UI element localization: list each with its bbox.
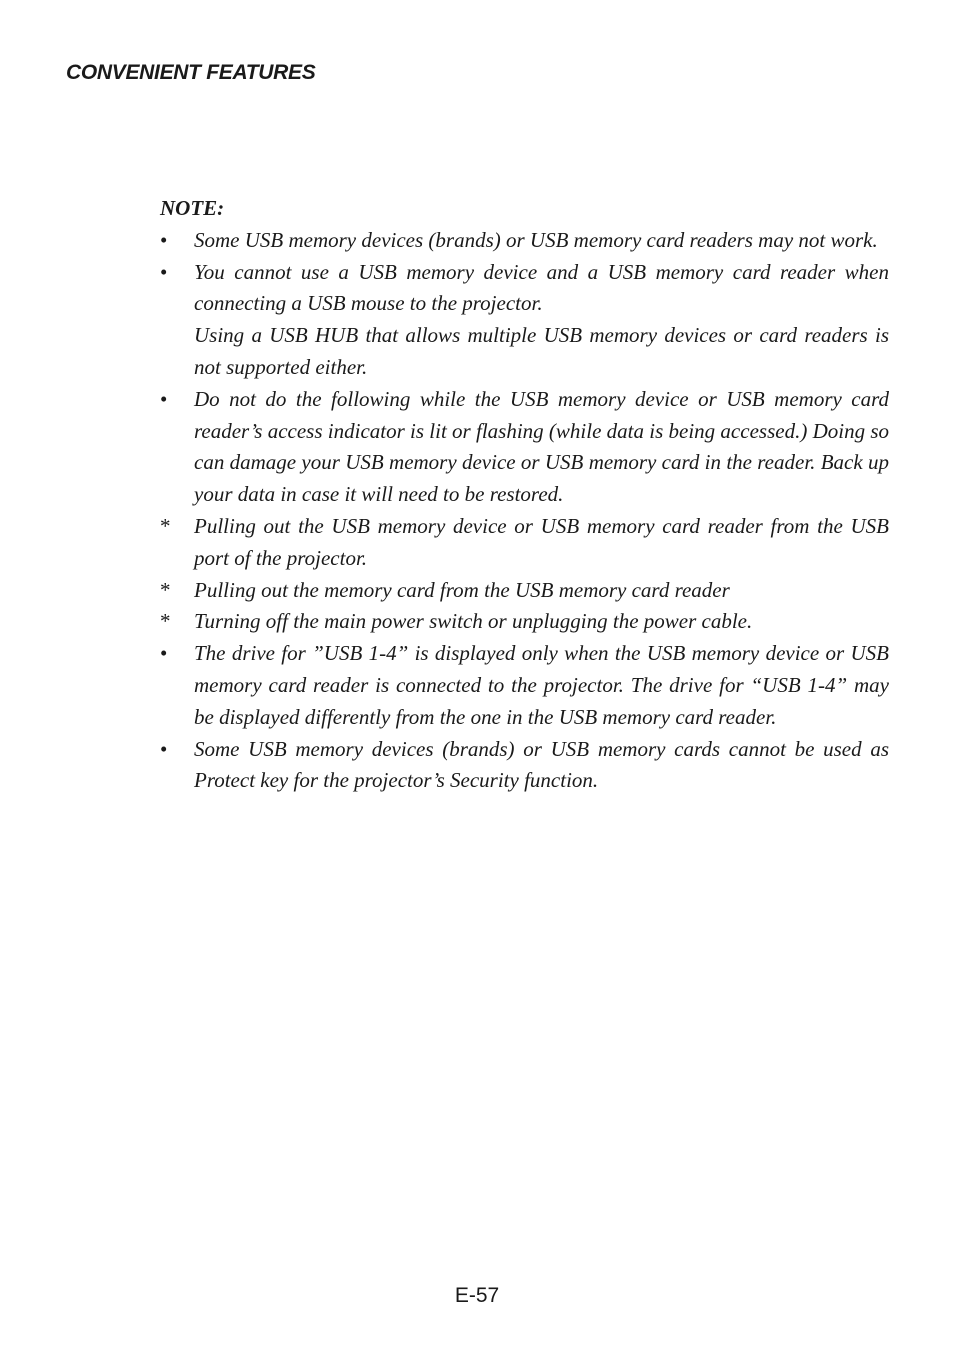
note-subitem (160, 575, 889, 607)
asterisk-marker: * (160, 513, 171, 538)
note-subitem (160, 511, 889, 575)
note-list (160, 225, 889, 797)
note-text: Some USB memory devices (brands) or USB memory cards cannot be used as Protect key for the projector’s Security function. (194, 736, 889, 793)
note-heading: NOTE: (160, 196, 225, 220)
note-item (160, 257, 889, 384)
note-text: Some USB memory devices (brands) or USB memory card readers may not work. (194, 227, 878, 252)
note-item (160, 384, 889, 511)
note-text: Pulling out the USB memory device or USB memory card reader from the USB port of the projector. (194, 513, 889, 570)
note-subitem (160, 606, 889, 638)
note-block (160, 193, 889, 797)
bullet-marker: • (160, 641, 168, 666)
page-number: E-57 (454, 1284, 500, 1307)
bullet-marker: • (160, 259, 168, 284)
bullet-marker: • (160, 227, 168, 252)
bullet-marker: • (160, 736, 168, 761)
note-text: Pulling out the memory card from the USB memory card reader (194, 577, 730, 602)
asterisk-marker: * (160, 577, 171, 602)
note-item (160, 225, 889, 257)
note-text: The drive for ”USB 1-4” is displayed only when the USB memory device or USB memory card reader is connected to the projector. The drive for “USB 1-4” may be displayed differently from the one in the USB memory card reader. (194, 641, 889, 729)
note-item (160, 638, 889, 733)
asterisk-marker: * (160, 609, 171, 634)
note-item (160, 734, 889, 798)
note-text: Do not do the following while the USB memory device or USB memory card reader’s access indicator is lit or flashing (while data is being accessed.) Doing so can damage your USB memory device or USB memory card in the reader. Back up your data in case it will need to be restored. (194, 386, 889, 507)
note-text: Turning off the main power switch or unplugging the power cable. (194, 609, 753, 634)
bullet-marker: • (160, 386, 168, 411)
note-text-continued: Using a USB HUB that allows multiple USB memory devices or card readers is not supported either. (194, 323, 889, 379)
note-text: You cannot use a USB memory device and a USB memory card reader when connecting a USB mouse to the projector. (194, 259, 889, 316)
section-title: CONVENIENT FEATURES (66, 61, 316, 84)
